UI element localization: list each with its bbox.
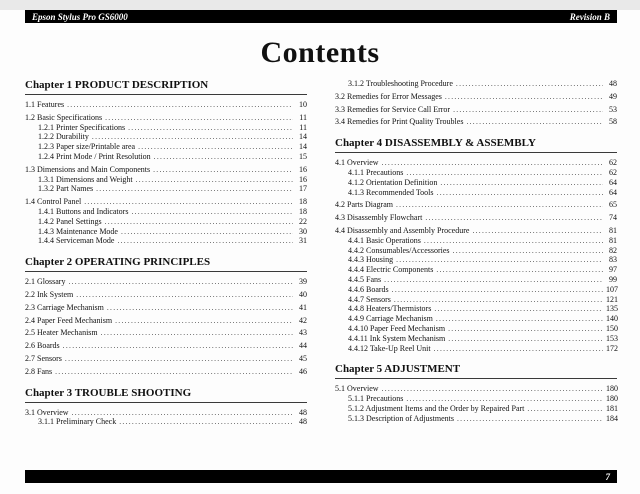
toc-entry-page: 64 bbox=[609, 177, 617, 187]
dot-leader bbox=[392, 285, 603, 295]
toc-entry bbox=[335, 275, 617, 285]
dot-leader bbox=[153, 165, 293, 175]
dot-leader bbox=[131, 207, 293, 217]
toc-entry bbox=[25, 113, 307, 123]
toc-entry-page: 74 bbox=[609, 213, 617, 223]
toc-entry-page: 153 bbox=[606, 333, 618, 343]
toc-entry-label: 4.4.7 Sensors bbox=[348, 294, 391, 304]
toc-entry-label: 3.4 Remedies for Print Quality Troubles bbox=[335, 117, 464, 127]
toc-entry-page: 135 bbox=[606, 304, 618, 314]
toc-entry-label: 4.1.1 Precautions bbox=[348, 167, 404, 177]
dot-leader bbox=[384, 275, 603, 285]
toc-entry-page: 18 bbox=[299, 197, 307, 207]
toc-entry bbox=[335, 334, 617, 344]
toc-entry bbox=[25, 354, 307, 364]
toc-entry-label: 4.4.11 Ink System Mechanism bbox=[348, 333, 446, 343]
toc-entry bbox=[25, 303, 307, 313]
dot-leader bbox=[453, 246, 603, 256]
dot-leader bbox=[96, 184, 293, 194]
toc-entry-label: 1.2.2 Durability bbox=[38, 132, 89, 142]
toc-entry-label: 1.2.1 Printer Specifications bbox=[38, 122, 126, 132]
chapter-heading: Chapter 5 ADJUSTMENT bbox=[335, 363, 617, 379]
dot-leader bbox=[115, 316, 293, 326]
toc-entry-page: 99 bbox=[609, 274, 617, 284]
toc-entry-label: 4.4.1 Basic Operations bbox=[348, 235, 421, 245]
toc-entry-page: 16 bbox=[299, 174, 307, 184]
dot-leader bbox=[84, 197, 293, 207]
dot-leader bbox=[440, 178, 603, 188]
toc-entry-page: 39 bbox=[299, 277, 307, 287]
dot-leader bbox=[434, 344, 603, 354]
toc-entry-page: 62 bbox=[609, 158, 617, 168]
toc-entry bbox=[335, 384, 617, 394]
dot-leader bbox=[448, 324, 603, 334]
document-page bbox=[0, 10, 640, 494]
toc-entry-page: 40 bbox=[299, 289, 307, 299]
toc-entry-label: 4.1 Overview bbox=[335, 158, 379, 168]
dot-leader bbox=[396, 200, 603, 210]
toc-entry bbox=[25, 184, 307, 194]
toc-entry bbox=[335, 414, 617, 424]
toc-entry-label: 1.4 Control Panel bbox=[25, 197, 82, 207]
toc-entry-page: 180 bbox=[606, 394, 618, 404]
toc-entry bbox=[335, 236, 617, 246]
toc-entry-label: 2.6 Boards bbox=[25, 341, 60, 351]
toc-entry-page: 62 bbox=[609, 167, 617, 177]
toc-entry-label: 5.1.3 Description of Adjustments bbox=[348, 413, 454, 423]
toc-entry-page: 16 bbox=[299, 164, 307, 174]
toc-entry-page: 49 bbox=[609, 91, 617, 101]
toc-entry-page: 42 bbox=[299, 315, 307, 325]
page-title: Contents bbox=[260, 36, 380, 69]
dot-leader bbox=[434, 304, 603, 314]
dot-leader bbox=[136, 175, 293, 185]
toc-entry bbox=[335, 304, 617, 314]
toc-entry-label: 4.4.3 Housing bbox=[348, 255, 394, 265]
toc-entry bbox=[335, 178, 617, 188]
toc-entry-label: 2.5 Heater Mechanism bbox=[25, 328, 98, 338]
toc-entry bbox=[335, 105, 617, 115]
toc-entry-page: 11 bbox=[299, 112, 307, 122]
toc-entry bbox=[25, 152, 307, 162]
toc-entry bbox=[335, 285, 617, 295]
toc-entry-page: 14 bbox=[299, 142, 307, 152]
toc-entry-page: 150 bbox=[606, 323, 618, 333]
dot-leader bbox=[119, 417, 293, 427]
toc-entry-label: 1.3.1 Dimensions and Weight bbox=[38, 174, 133, 184]
toc-entry-label: 3.1 Overview bbox=[25, 407, 69, 417]
dot-leader bbox=[107, 303, 293, 313]
toc-entry bbox=[25, 175, 307, 185]
toc-entry-label: 1.2.4 Print Mode / Print Resolution bbox=[38, 151, 151, 161]
toc-entry-label: 5.1.2 Adjustment Items and the Order by Repaired Part bbox=[348, 403, 525, 413]
toc-entry-page: 97 bbox=[609, 265, 617, 275]
dot-leader bbox=[154, 152, 293, 162]
toc-entry-label: 2.2 Ink System bbox=[25, 289, 74, 299]
toc-entry-label: 1.2 Basic Specifications bbox=[25, 112, 103, 122]
toc-entry bbox=[25, 367, 307, 377]
toc-entry-page: 65 bbox=[609, 200, 617, 210]
toc-entry-label: 2.3 Carriage Mechanism bbox=[25, 302, 104, 312]
header-product-name: Epson Stylus Pro GS6000 bbox=[32, 11, 128, 22]
dot-leader bbox=[445, 92, 603, 102]
toc-entry-label: 5.1 Overview bbox=[335, 384, 379, 394]
dot-leader bbox=[105, 217, 293, 227]
toc-column-right bbox=[335, 79, 617, 427]
toc-entry-label: 4.3 Disassembly Flowchart bbox=[335, 213, 423, 223]
dot-leader bbox=[527, 404, 603, 414]
dot-leader bbox=[382, 384, 603, 394]
toc-entry bbox=[25, 217, 307, 227]
dot-leader bbox=[424, 236, 603, 246]
toc-entry-label: 4.4.10 Paper Feed Mechanism bbox=[348, 323, 446, 333]
toc-entry-label: 2.1 Glossary bbox=[25, 277, 66, 287]
toc-entry-label: 4.4.4 Electric Components bbox=[348, 265, 434, 275]
toc-entry-page: 107 bbox=[606, 284, 618, 294]
toc-entry bbox=[335, 213, 617, 223]
dot-leader bbox=[425, 213, 603, 223]
toc-entry bbox=[25, 277, 307, 287]
toc-entry-label: 1.4.3 Maintenance Mode bbox=[38, 226, 118, 236]
toc-entry bbox=[335, 188, 617, 198]
toc-entry-label: 1.4.1 Buttons and Indicators bbox=[38, 206, 129, 216]
header-bar bbox=[25, 10, 617, 23]
toc-entry bbox=[335, 117, 617, 127]
dot-leader bbox=[67, 100, 293, 110]
toc-entry-label: 4.4.9 Carriage Mechanism bbox=[348, 314, 433, 324]
toc-entry-label: 5.1.1 Precautions bbox=[348, 394, 404, 404]
toc-entry bbox=[335, 158, 617, 168]
toc-entry-page: 64 bbox=[609, 187, 617, 197]
toc-entry-page: 15 bbox=[299, 151, 307, 161]
footer-page-number: 7 bbox=[605, 471, 610, 482]
toc-entry bbox=[335, 394, 617, 404]
toc-entry-label: 3.3 Remedies for Service Call Error bbox=[335, 104, 451, 114]
toc-entry-page: 30 bbox=[299, 226, 307, 236]
dot-leader bbox=[65, 354, 293, 364]
dot-leader bbox=[406, 394, 603, 404]
dot-leader bbox=[466, 117, 603, 127]
dot-leader bbox=[453, 105, 603, 115]
toc-entry bbox=[25, 123, 307, 133]
toc-entry-label: 1.1 Features bbox=[25, 100, 65, 109]
toc-entry-page: 81 bbox=[609, 235, 617, 245]
toc-entry bbox=[335, 92, 617, 102]
toc-entry-label: 4.4.6 Boards bbox=[348, 284, 389, 294]
toc-entry-page: 48 bbox=[299, 407, 307, 417]
toc-entry-label: 4.4.12 Take-Up Reel Unit bbox=[348, 343, 431, 353]
toc-entry-label: 1.3 Dimensions and Main Components bbox=[25, 164, 151, 174]
toc-entry-page: 31 bbox=[299, 236, 307, 246]
dot-leader bbox=[55, 367, 293, 377]
dot-leader bbox=[138, 142, 293, 152]
toc-entry bbox=[335, 265, 617, 275]
toc-entry-page: 82 bbox=[609, 245, 617, 255]
dot-leader bbox=[472, 226, 603, 236]
dot-leader bbox=[63, 341, 293, 351]
toc-entry-page: 121 bbox=[606, 294, 618, 304]
toc-entry-page: 53 bbox=[609, 104, 617, 114]
toc-entry-label: 3.2 Remedies for Error Messages bbox=[335, 91, 442, 101]
toc-entry bbox=[335, 246, 617, 256]
toc-entry-page: 48 bbox=[299, 417, 307, 427]
toc-entry bbox=[25, 417, 307, 427]
dot-leader bbox=[105, 113, 293, 123]
toc-entry-page: 184 bbox=[606, 413, 618, 423]
toc-entry bbox=[25, 290, 307, 300]
toc-entry-label: 1.4.4 Serviceman Mode bbox=[38, 236, 115, 246]
chapter-heading: Chapter 3 TROUBLE SHOOTING bbox=[25, 387, 307, 403]
dot-leader bbox=[456, 79, 603, 89]
toc-entry bbox=[335, 168, 617, 178]
dot-leader bbox=[382, 158, 603, 168]
toc-column-left bbox=[25, 79, 307, 427]
toc-entry bbox=[25, 100, 307, 110]
toc-entry bbox=[25, 316, 307, 326]
toc-entry bbox=[25, 227, 307, 237]
toc-entry bbox=[335, 324, 617, 334]
toc-entry-label: 1.4.2 Panel Settings bbox=[38, 216, 102, 226]
toc-entry bbox=[335, 79, 617, 89]
dot-leader bbox=[436, 265, 603, 275]
dot-leader bbox=[117, 236, 293, 246]
toc-entry-page: 14 bbox=[299, 132, 307, 142]
toc-entry bbox=[25, 132, 307, 142]
toc-entry-page: 18 bbox=[299, 206, 307, 216]
toc-entry-label: 4.2 Parts Diagram bbox=[335, 200, 393, 210]
footer-bar bbox=[25, 470, 617, 483]
toc-entry-page: 172 bbox=[606, 343, 618, 353]
toc-entry-label: 4.1.3 Recommended Tools bbox=[348, 187, 434, 197]
dot-leader bbox=[436, 314, 603, 324]
dot-leader bbox=[92, 132, 293, 142]
toc-entry-label: 2.7 Sensors bbox=[25, 353, 62, 363]
toc-entry-label: 4.4 Disassembly and Assembly Procedure bbox=[335, 225, 470, 235]
toc-entry-page: 44 bbox=[299, 341, 307, 351]
dot-leader bbox=[128, 123, 293, 133]
toc-entry-page: 22 bbox=[299, 216, 307, 226]
toc-entry-page: 81 bbox=[609, 225, 617, 235]
dot-leader bbox=[437, 188, 603, 198]
toc-entry-page: 45 bbox=[299, 353, 307, 363]
toc-entry-label: 1.2.3 Paper size/Printable area bbox=[38, 142, 136, 152]
toc-entry bbox=[335, 344, 617, 354]
toc-entry bbox=[25, 236, 307, 246]
dot-leader bbox=[76, 290, 293, 300]
toc-entry-page: 46 bbox=[299, 366, 307, 376]
toc-entry bbox=[335, 404, 617, 414]
toc-entry-page: 11 bbox=[299, 122, 307, 132]
toc-entry-label: 4.4.5 Fans bbox=[348, 274, 382, 284]
toc-entry-label: 3.1.1 Preliminary Check bbox=[38, 417, 117, 427]
toc-entry-page: 43 bbox=[299, 328, 307, 338]
toc-entry-page: 48 bbox=[609, 79, 617, 88]
chapter-heading: Chapter 4 DISASSEMBLY & ASSEMBLY bbox=[335, 137, 617, 153]
toc-entry-page: 181 bbox=[606, 403, 618, 413]
toc-entry-label: 4.4.2 Consumables/Accessories bbox=[348, 245, 450, 255]
toc-entry bbox=[25, 341, 307, 351]
toc-entry-page: 10 bbox=[299, 100, 307, 109]
toc-entry-label: 1.3.2 Part Names bbox=[38, 184, 94, 194]
toc-entry bbox=[25, 197, 307, 207]
toc-entry bbox=[335, 226, 617, 236]
chapter-heading: Chapter 1 PRODUCT DESCRIPTION bbox=[25, 79, 307, 95]
toc-entry-label: 2.4 Paper Feed Mechanism bbox=[25, 315, 113, 325]
dot-leader bbox=[396, 255, 603, 265]
toc-entry bbox=[25, 142, 307, 152]
toc-entry bbox=[25, 165, 307, 175]
dot-leader bbox=[101, 328, 293, 338]
dot-leader bbox=[68, 277, 293, 287]
header-revision: Revision B bbox=[569, 11, 610, 22]
toc-entry bbox=[25, 328, 307, 338]
toc-entry-label: 4.1.2 Orientation Definition bbox=[348, 177, 438, 187]
toc-entry-page: 41 bbox=[299, 302, 307, 312]
toc-entry bbox=[335, 314, 617, 324]
toc-entry bbox=[335, 255, 617, 265]
dot-leader bbox=[394, 295, 603, 305]
toc-columns bbox=[25, 79, 617, 427]
dot-leader bbox=[448, 334, 603, 344]
toc-entry-label: 4.4.8 Heaters/Thermistors bbox=[348, 304, 432, 314]
toc-entry bbox=[335, 200, 617, 210]
toc-entry-page: 180 bbox=[606, 384, 618, 394]
toc-entry-page: 58 bbox=[609, 117, 617, 127]
toc-entry bbox=[25, 207, 307, 217]
toc-entry bbox=[25, 408, 307, 418]
chapter-heading: Chapter 2 OPERATING PRINCIPLES bbox=[25, 256, 307, 272]
toc-entry-page: 140 bbox=[606, 314, 618, 324]
toc-entry-page: 83 bbox=[609, 255, 617, 265]
toc-entry-label: 2.8 Fans bbox=[25, 366, 53, 376]
dot-leader bbox=[72, 408, 293, 418]
dot-leader bbox=[457, 414, 603, 424]
toc-entry-page: 17 bbox=[299, 184, 307, 194]
dot-leader bbox=[121, 227, 293, 237]
toc-entry-label: 3.1.2 Troubleshooting Procedure bbox=[348, 79, 453, 88]
toc-entry bbox=[335, 295, 617, 305]
dot-leader bbox=[406, 168, 603, 178]
